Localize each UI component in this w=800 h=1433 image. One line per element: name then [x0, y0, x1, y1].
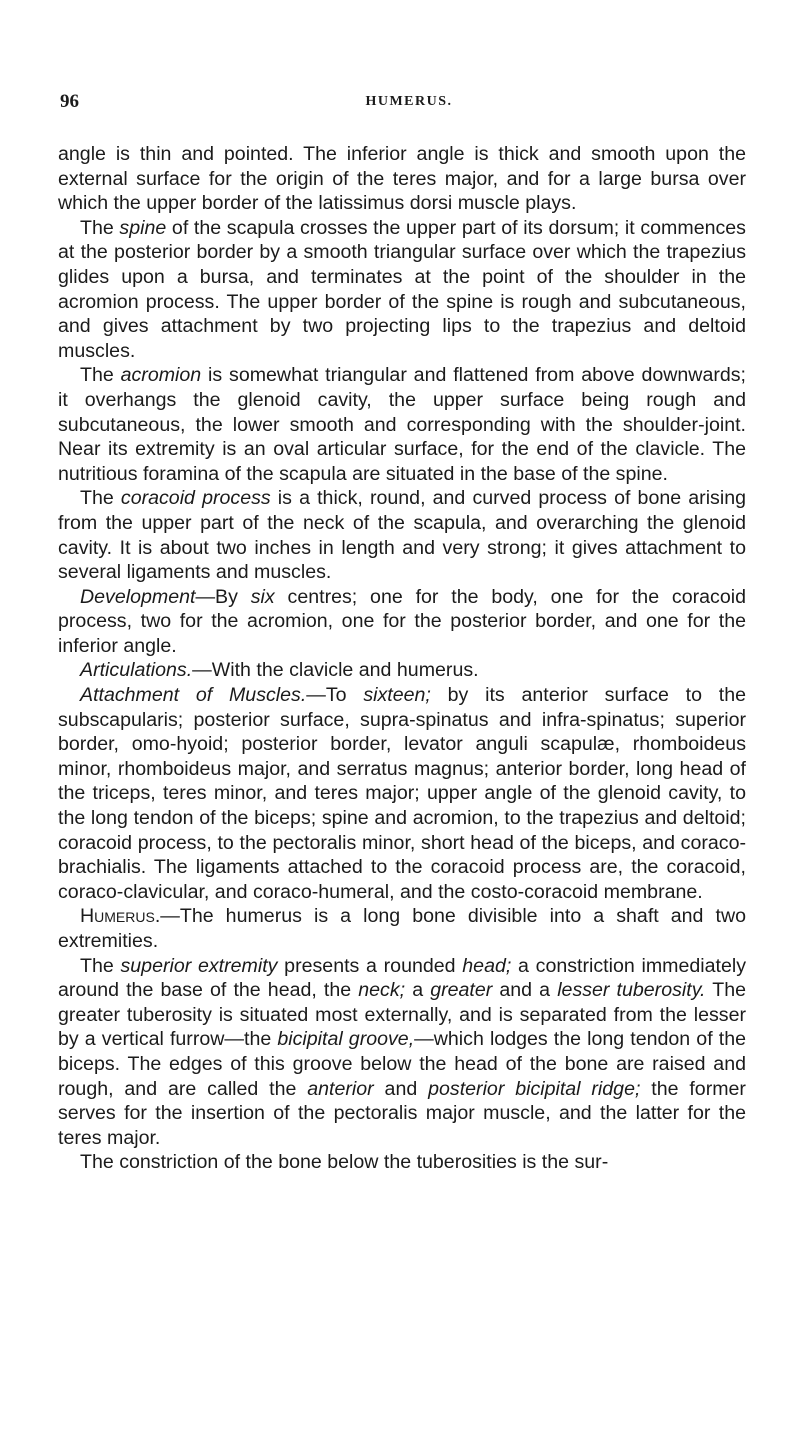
term-attachment-of-muscles: Attachment of Muscles.	[80, 684, 307, 707]
term-coracoid-process: coracoid process	[120, 487, 271, 510]
page-header	[60, 91, 750, 117]
section-heading-humerus: Humerus.	[80, 905, 161, 928]
term-acromion: acromion	[120, 364, 202, 387]
term-sixteen: sixteen;	[363, 684, 431, 707]
paragraph-spine: The spine of the scapula crosses the upper part of its dorsum; it commences at the posterior border by a smooth triangular surface over which the trapezius glides upon a bursa, and terminates at the point of the shoulder in the acromion process. The upper border of the spine is rough and subcutaneous, and gives attachment by two projecting lips to the trapezius and deltoid muscles.	[58, 216, 746, 362]
paragraph-angle: angle is thin and pointed. The inferior angle is thick and smooth upon the external surface for the origin of the teres major, and for a large bursa over which the upper border of the latissimus dorsi muscle plays.	[58, 143, 746, 215]
term-spine: spine	[119, 216, 167, 239]
page-number: 96	[60, 91, 79, 112]
paragraph-constriction: The constriction of the bone below the tuberosities is the sur-	[80, 1151, 609, 1174]
paragraph-attachment-of-muscles: Attachment of Muscles.—To sixteen; by its anterior surface to the subscapularis; posterior surface, supra-spinatus and infra-spinatus; superior border, omo-hyoid; posterior border, levator anguli scapulæ, rhomboideus minor, rhomboideus major, and serratus magnus; anterior border, long head of the triceps, teres minor, and teres major; upper angle of the glenoid cavity, to the long tendon of the biceps; spine and acromion, to the trapezius and deltoid; coracoid process, to the pectoralis minor, short head of the biceps, and coraco-brachialis. The ligaments attached to the coracoid process are, the coracoid, coraco-clavicular, and coraco-humeral, and the costo-coracoid membrane.	[58, 684, 747, 903]
paragraph-acromion: The acromion is somewhat triangular and flattened from above downwards; it overhangs the glenoid cavity, the upper surface being rough and subcutaneous, the lower smooth and corresponding with the shoulder-joint. Near its extremity is an oval articular surface, for the end of the clavicle. The nutritious foramina of the scapula are situated in the base of the spine.	[58, 364, 746, 485]
body-text	[58, 142, 746, 1175]
paragraph-development: Development—By six centres; one for the body, one for the coracoid process, two for the acromion, one for the posterior border, and one for the inferior angle.	[58, 585, 746, 657]
paragraph-superior-extremity: The superior extremity presents a rounded head; a constriction immediately around the base of the head, the neck; a greater and a lesser tuberosity. The greater tuberosity is situated most externally, and is separated from the lesser by a vertical furrow—the bicipital groove,—which lodges the long tendon of the biceps. The edges of this groove below the head of the bone are raised and rough, and are called the anterior and posterior bicipital ridge; the former serves for the insertion of the pectoralis major muscle, and the latter for the teres major.	[58, 954, 747, 1149]
term-articulations: Articulations.	[80, 659, 193, 682]
paragraph-coracoid: The coracoid process is a thick, round, and curved process of bone arising from the upper part of the neck of the scapula, and overarching the glenoid cavity. It is about two inches in length and very strong; it gives attachment to several ligaments and muscles.	[58, 487, 746, 584]
term-six: six	[250, 585, 275, 608]
term-development: Development	[80, 585, 196, 608]
running-head: HUMERUS.	[365, 94, 453, 109]
paragraph-humerus: Humerus.—The humerus is a long bone divisible into a shaft and two extremities.	[58, 905, 746, 952]
paragraph-articulations: Articulations.—With the clavicle and humerus.	[80, 659, 479, 682]
